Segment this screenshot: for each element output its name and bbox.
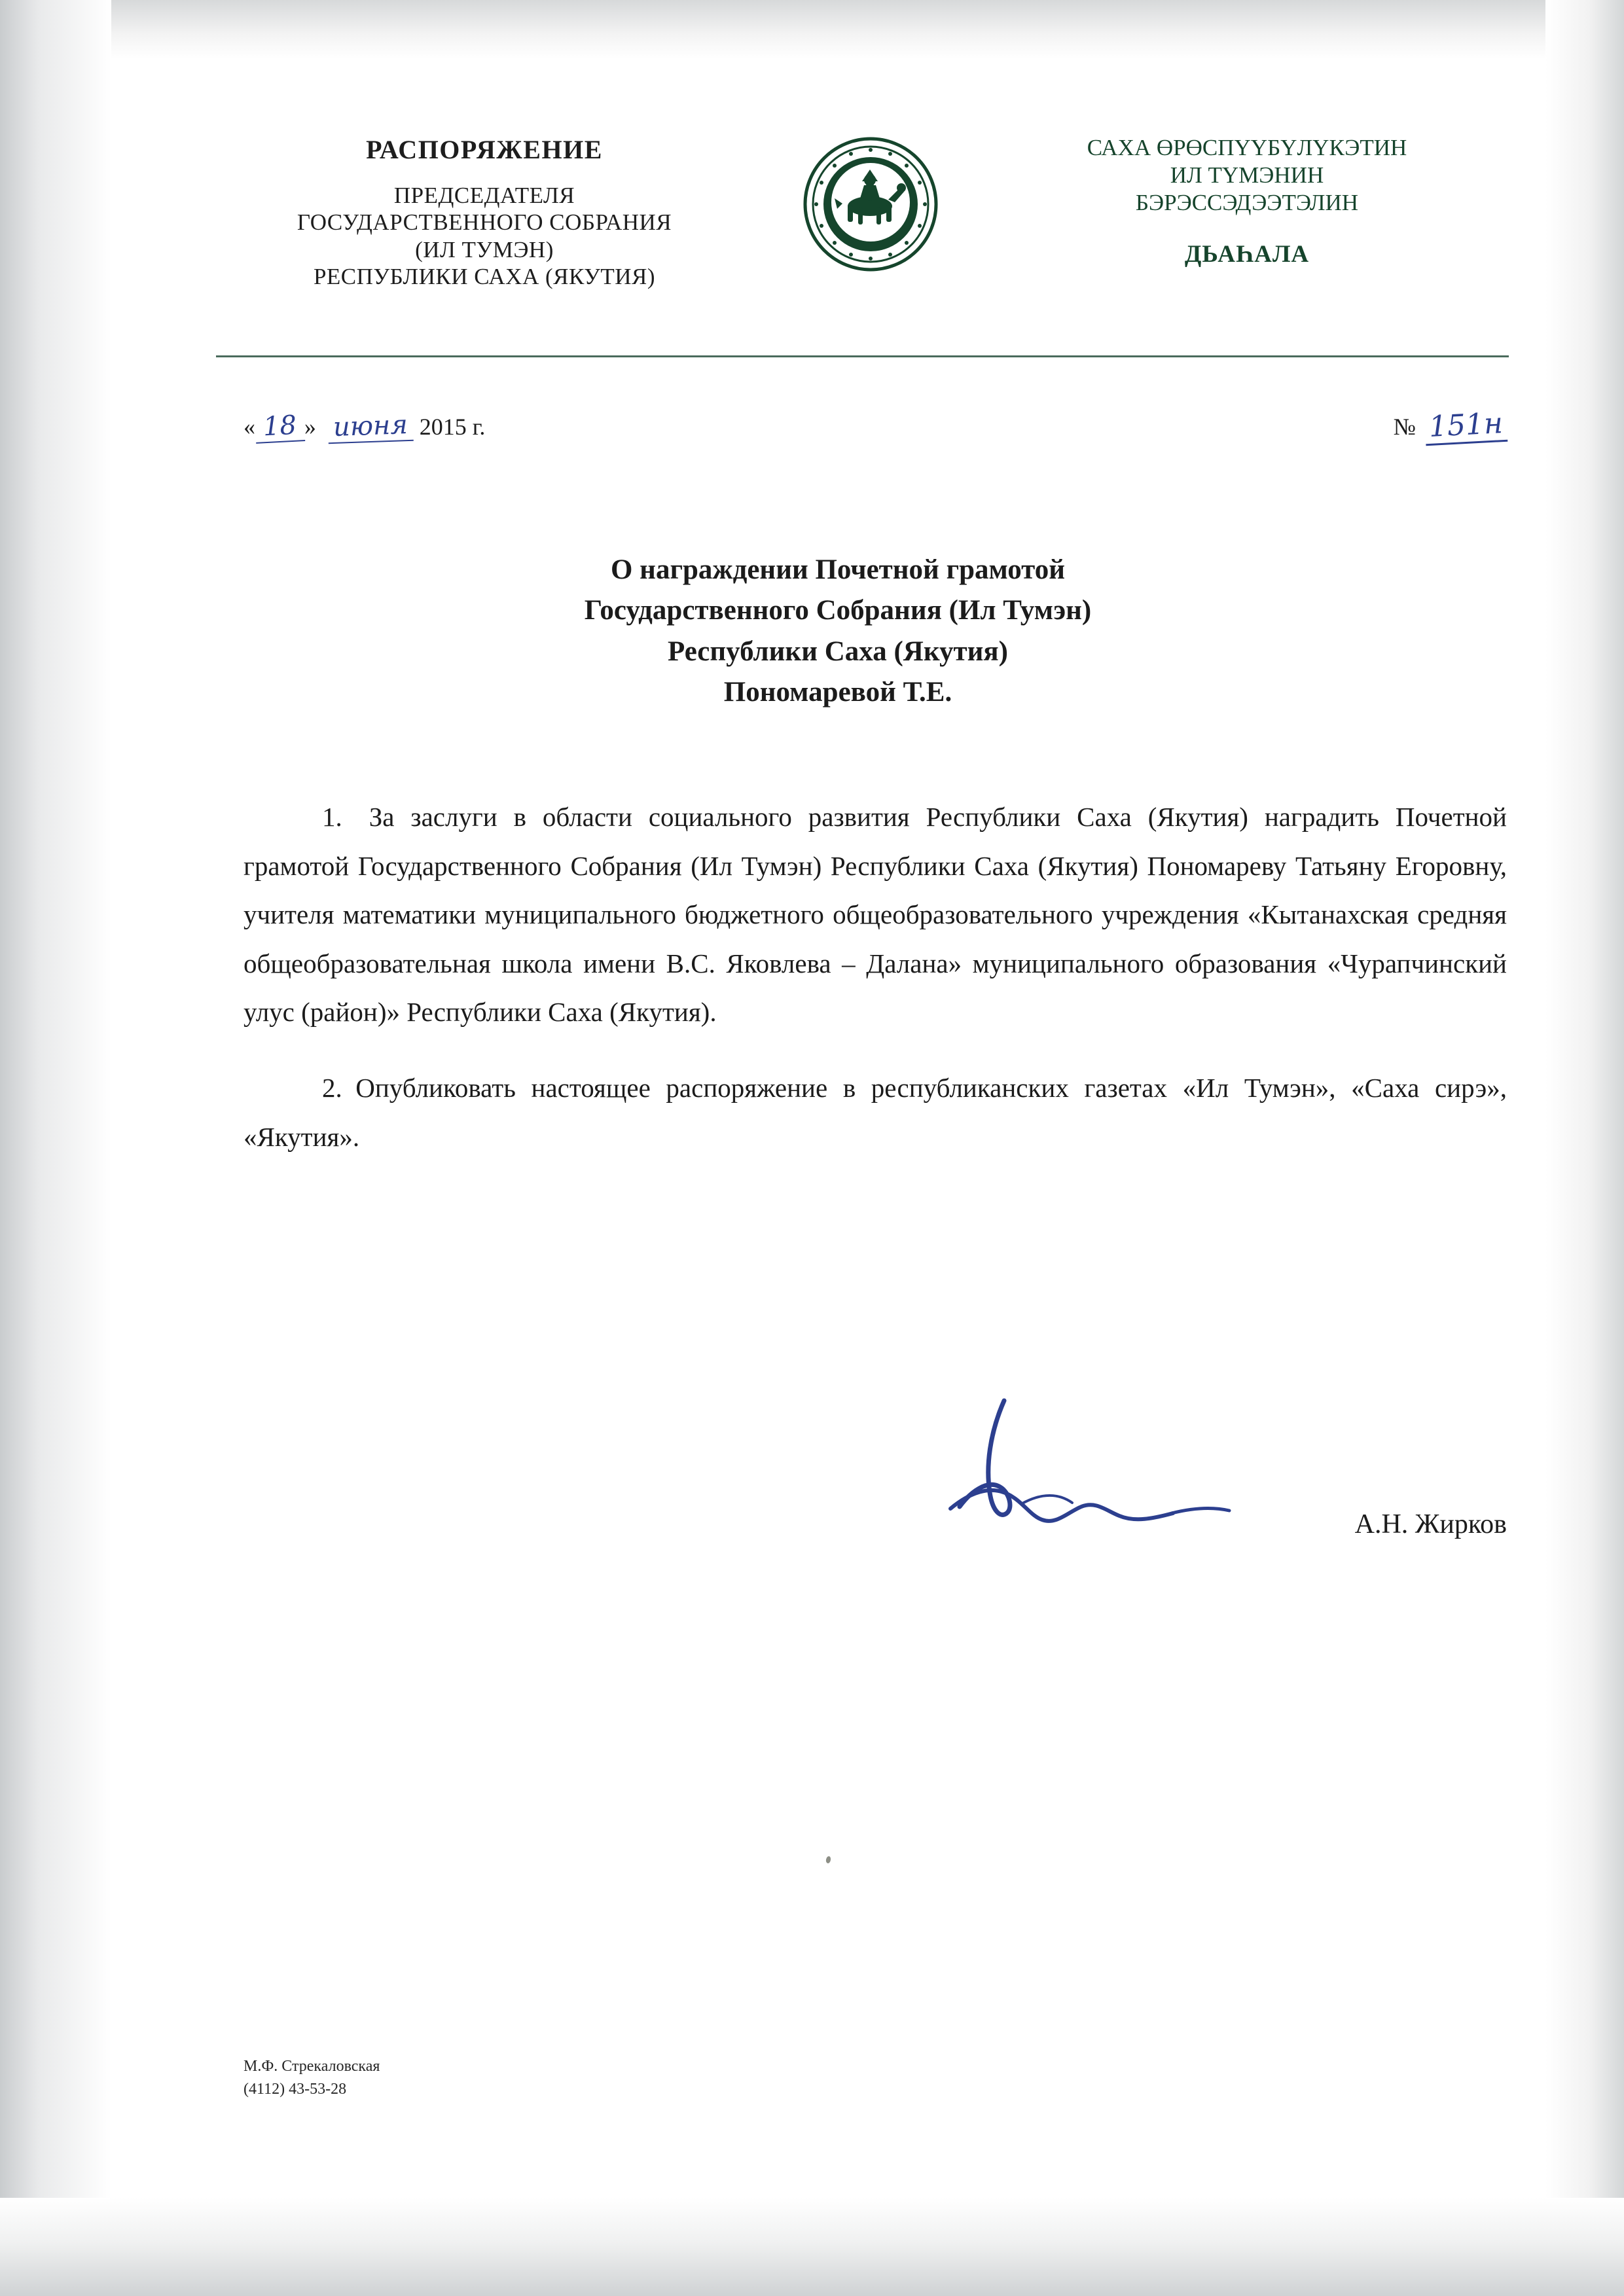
emblem-container [785,134,956,273]
document-header [216,134,1506,290]
scan-speck [825,1856,831,1863]
header-left-line-3: (ИЛ ТУМЭН) [415,236,554,262]
handwritten-day: 18 [255,410,305,444]
paragraph-2: 2. Опубликовать настоящее распоряжение в республиканских газетах «Ил Тумэн», «Саха сирэ», «Якутия». [244,1073,1507,1152]
header-left-line-1: ПРЕДСЕДАТЕЛЯ [393,183,575,208]
number-label: № [1393,414,1416,440]
executor-phone: (4112) 43-53-28 [244,2080,347,2098]
signature-block [244,1348,1507,1545]
title-line-3: Республики Саха (Якутия) [668,636,1008,667]
header-left-line-2: ГОСУДАРСТВЕННОГО СОБРАНИЯ [297,209,672,236]
quote-open: « [244,414,255,440]
title-line-2: Государственного Собрания (Ил Тумэн) [584,595,1092,626]
coat-of-arms-sakha-emblem [802,135,939,273]
header-right-document-type: ДЬАҺАЛА [1184,241,1310,268]
page-title [406,550,1270,713]
footer-executor-block [244,2055,380,2101]
handwritten-document-number: 151н [1424,406,1508,446]
executor-name: М.Ф. Стрекаловская [244,2058,380,2075]
header-right-line-2: ИЛ ТҮМЭНИН [1170,162,1324,188]
header-divider-rule [216,355,1509,357]
header-right-line-3: БЭРЭССЭДЭЭТЭЛИН [1135,190,1359,215]
title-line-4: Пономаревой Т.Е. [723,677,952,708]
header-left-block [216,134,753,290]
title-line-1: О награждении Почетной грамотой [610,554,1066,585]
header-left-line-4: РЕСПУБЛИКИ САХА (ЯКУТИЯ) [313,263,656,289]
handwritten-signature [944,1394,1350,1558]
date-group [244,411,485,442]
document-body [244,766,1507,1164]
quote-close: » [304,414,316,440]
handwritten-month: июня [327,410,413,444]
document-number-group [1394,408,1507,444]
paragraph-1: 1. За заслуги в области социального развития Республики Саха (Якутия) наградить Почетной грамотой Государственного Собрания (Ил Тумэн) Республики Саха (Якутия) Пономареву Татьяну Егоровну, учителя математики муниципального бюджетного общеобразовательного учреждения «Кытанахская средняя общеобразовательная школа имени В.С. Яковлева – Далана» муниципального образования «Чурапчинский улус (район)» Республики Саха (Якутия). [244,802,1507,1028]
date-year: 2015 г. [419,414,486,440]
header-right-block [988,134,1506,268]
header-document-type: РАСПОРЯЖЕНИЕ [366,135,603,164]
signer-name: А.Н. Жирков [1354,1509,1507,1539]
dateline [244,406,1507,452]
header-right-line-1: САХА ӨРӨСПҮҮБҮЛҮКЭТИН [1087,135,1407,160]
